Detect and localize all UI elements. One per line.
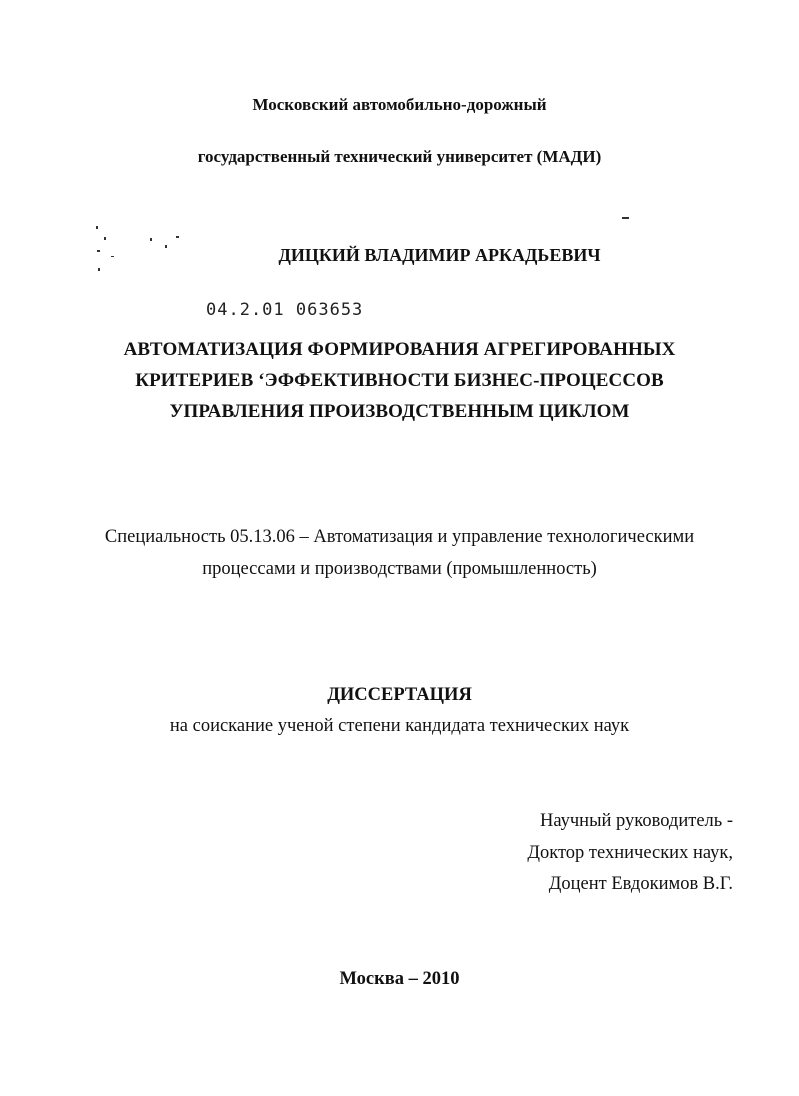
scan-speck bbox=[622, 217, 629, 219]
scan-speck bbox=[176, 236, 179, 238]
specialty-line-1: Специальность 05.13.06 – Автоматизация и управление технологическими bbox=[104, 527, 695, 547]
title-line-1: АВТОМАТИЗАЦИЯ ФОРМИРОВАНИЯ АГРЕГИРОВАННЫХ bbox=[123, 339, 676, 360]
scan-speck bbox=[150, 238, 152, 241]
degree-line: на соискание ученой степени кандидата технических наук bbox=[169, 716, 630, 736]
scan-speck bbox=[98, 268, 100, 271]
document-type: ДИССЕРТАЦИЯ bbox=[327, 685, 472, 705]
scan-speck bbox=[96, 226, 98, 229]
supervisor-line-1: Научный руководитель - bbox=[540, 811, 733, 831]
author-name: ДИЦКИЙ ВЛАДИМИР АРКАДЬЕВИЧ bbox=[278, 245, 601, 265]
supervisor-line-3: Доцент Евдокимов В.Г. bbox=[548, 874, 733, 894]
city-year: Москва – 2010 bbox=[339, 969, 460, 989]
university-line-2: государственный технический университет (МАДИ) bbox=[197, 147, 602, 166]
specialty-line-2: процессами и производствами (промышленность) bbox=[202, 559, 597, 579]
title-line-3: УПРАВЛЕНИЯ ПРОИЗВОДСТВЕННЫМ ЦИКЛОМ bbox=[169, 401, 630, 422]
supervisor-line-2: Доктор технических наук, bbox=[527, 843, 733, 863]
scan-speck bbox=[104, 237, 106, 240]
title-line-2: КРИТЕРИЕВ ‘ЭФФЕКТИВНОСТИ БИЗНЕС-ПРОЦЕССОВ bbox=[135, 370, 664, 391]
catalog-code: 04.2.01 063653 bbox=[206, 300, 364, 320]
university-line-1: Московский автомобильно-дорожный bbox=[252, 95, 547, 114]
